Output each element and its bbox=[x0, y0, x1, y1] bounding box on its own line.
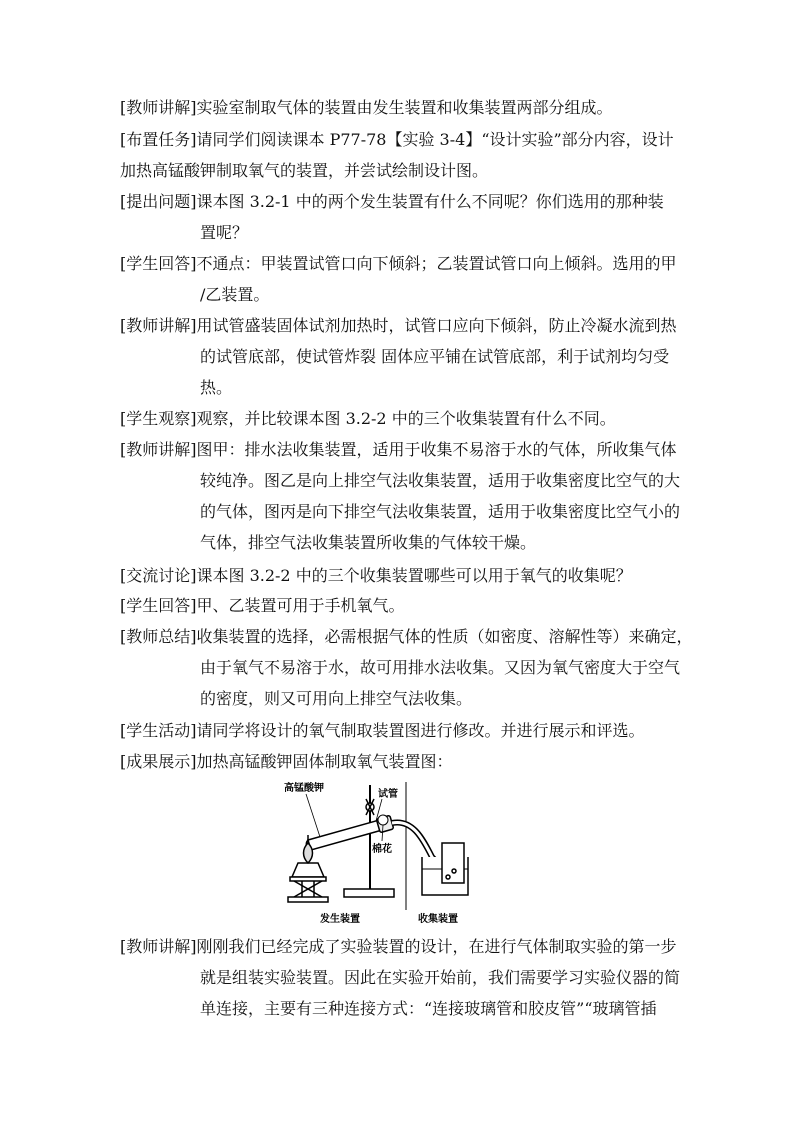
text-line: [教师讲解]图甲：排水法收集装置，适用于收集不易溶于水的气体，所收集气体 bbox=[120, 440, 677, 459]
text-line: [教师总结]收集装置的选择，必需根据气体的性质（如密度、溶解性等）来确定， bbox=[120, 627, 693, 646]
text-line: [教师讲解]用试管盛装固体试剂加热时，试管口应向下倾斜，防止冷凝水流到热 bbox=[120, 316, 677, 335]
paragraph-student-activity bbox=[120, 715, 675, 746]
label-cotton: 棉花 bbox=[372, 844, 392, 855]
text-line: 的气体，图丙是向下排空气法收集装置，适用于收集密度比空气小的 bbox=[200, 502, 681, 521]
text-line: 较纯净。图乙是向上排空气法收集装置，适用于收集密度比空气的大 bbox=[200, 471, 681, 490]
text-line: [学生回答]不通点：甲装置试管口向下倾斜；乙装置试管口向上倾斜。选用的甲 bbox=[120, 254, 677, 273]
text-line: [学生活动]请同学将设计的氧气制取装置图进行修改。并进行展示和评选。 bbox=[120, 721, 645, 740]
text-line: [教师讲解]刚刚我们已经完成了实验装置的设计，在进行气体制取实验的第一步 bbox=[120, 937, 677, 956]
paragraph-teacher-explain-4 bbox=[120, 931, 681, 1024]
gas-bottle-icon bbox=[442, 843, 464, 883]
text-line: 置呢？ bbox=[200, 223, 249, 242]
paragraph-student-answer-1 bbox=[120, 248, 675, 310]
paragraph-result-show bbox=[120, 746, 675, 777]
text-line: [交流讨论]课本图 3.2-2 中的三个收集装置哪些可以用于氧气的收集呢？ bbox=[120, 566, 632, 585]
cotton-icon bbox=[378, 815, 388, 825]
paragraph-teacher-explain-1 bbox=[120, 92, 675, 123]
text-line: 的试管底部，使试管炸裂 固体应平铺在试管底部，利于试剂均匀受 bbox=[200, 347, 670, 366]
paragraph-student-observe bbox=[120, 403, 675, 434]
label-collection-apparatus: 收集装置 bbox=[418, 914, 458, 925]
text-line: 加热高锰酸钾制取氧气的装置，并尝试绘制设计图。 bbox=[120, 161, 489, 180]
paragraph-teacher-explain-3 bbox=[120, 434, 681, 558]
oxygen-apparatus-figure bbox=[282, 777, 472, 927]
iron-stand-icon bbox=[344, 785, 394, 897]
text-line: 热。 bbox=[200, 378, 233, 397]
text-line: [学生回答]甲、乙装置可用于手机氧气。 bbox=[120, 596, 405, 615]
lab-jack-icon bbox=[288, 877, 328, 902]
text-line: [成果展示]加热高锰酸钾固体制取氧气装置图： bbox=[120, 752, 453, 771]
text-line: 气体，排空气法收集装置所收集的气体较干燥。 bbox=[200, 533, 537, 552]
label-generation-apparatus: 发生装置 bbox=[320, 914, 360, 925]
label-test-tube: 试管 bbox=[378, 789, 398, 800]
text-line: [提出问题]课本图 3.2-1 中的两个发生装置有什么不同呢？你们选用的那种装 bbox=[120, 192, 664, 211]
paragraph-discussion bbox=[120, 560, 675, 591]
text-line: 就是组装实验装置。因此在实验开始前，我们需要学习实验仪器的简 bbox=[200, 968, 681, 987]
text-line: 由于氧气不易溶于水，故可用排水法收集。又因为氧气密度大于空气 bbox=[200, 658, 681, 677]
text-line: [教师讲解]实验室制取气体的装置由发生装置和收集装置两部分组成。 bbox=[120, 98, 613, 117]
text-line: /乙装置。 bbox=[200, 285, 270, 304]
text-line: 的密度，则又可用向上排空气法收集。 bbox=[200, 689, 473, 708]
paragraph-pose-question bbox=[120, 186, 675, 248]
label-potassium-permanganate: 高锰酸钾 bbox=[284, 783, 324, 794]
text-line: [布置任务]请同学们阅读课本 P77-78【实验 3-4】“设计实验”部分内容，设计 bbox=[120, 130, 674, 149]
text-line: [学生观察]观察，并比较课本图 3.2-2 中的三个收集装置有什么不同。 bbox=[120, 409, 616, 428]
paragraph-student-answer-2 bbox=[120, 590, 675, 621]
paragraph-teacher-explain-2 bbox=[120, 310, 675, 403]
paragraph-assign-task bbox=[120, 124, 675, 186]
paragraph-teacher-summary bbox=[120, 621, 693, 714]
text-line: 单连接，主要有三种连接方式：“连接玻璃管和胶皮管”“玻璃管插 bbox=[200, 999, 657, 1018]
